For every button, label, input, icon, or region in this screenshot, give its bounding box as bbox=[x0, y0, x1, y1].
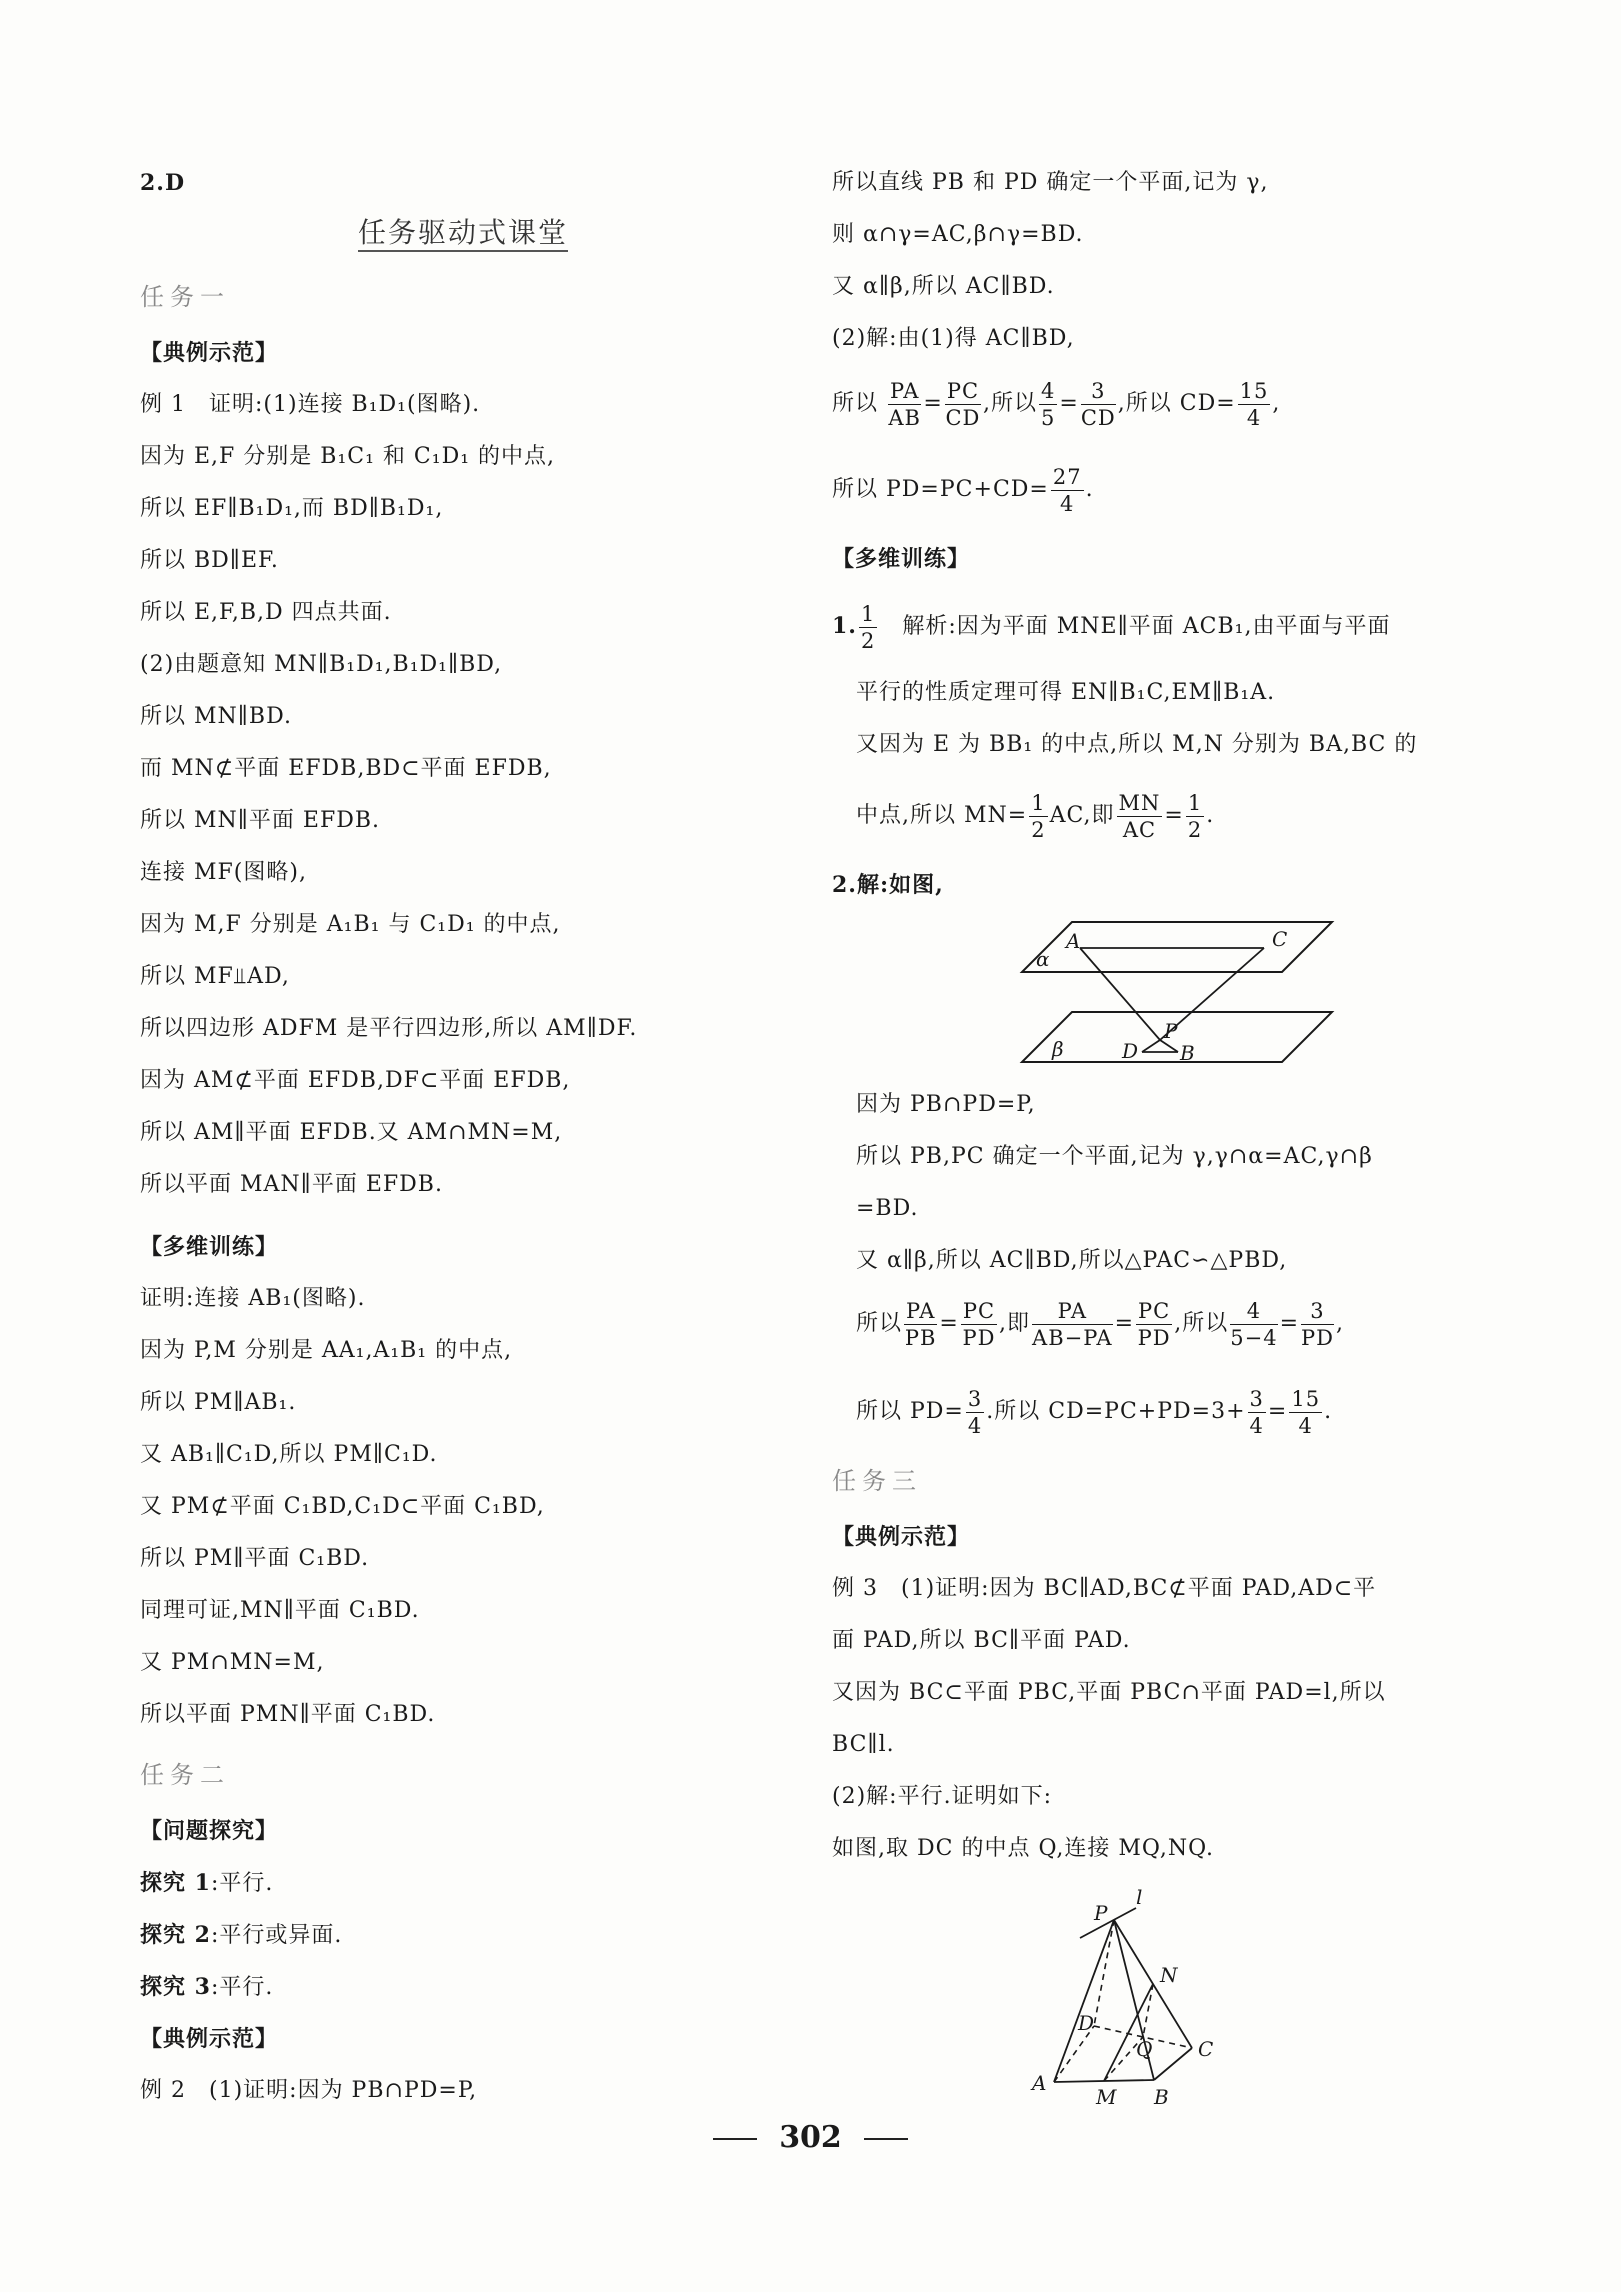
explore-header: 【问题探究】 bbox=[140, 1818, 279, 1844]
text-line: 又因为 E 为 BB₁ 的中点,所以 M,N 分别为 BA,BC 的 bbox=[856, 732, 1418, 757]
label-m: M bbox=[1096, 2085, 1117, 2109]
formula-line: 1. $\frac{1}{2}$ 解析:因为平面 MNE∥平面 ACB₁,由平面与平面 bbox=[832, 601, 1391, 653]
page-number: 302 bbox=[0, 2120, 1621, 2155]
text-line: =BD. bbox=[856, 1196, 919, 1221]
label-b: B bbox=[1154, 2085, 1169, 2109]
explore-item: 探究 1:平行. bbox=[140, 1870, 274, 1896]
text-line: 例 1 证明:(1)连接 B₁D₁(图略). bbox=[140, 392, 481, 417]
label-c: C bbox=[1272, 927, 1288, 951]
fraction: $\frac{15}{4}$ bbox=[1239, 378, 1269, 430]
explore-label: 探究 3 bbox=[140, 1974, 211, 2000]
text-line: 所以直线 PB 和 PD 确定一个平面,记为 γ, bbox=[832, 170, 1269, 195]
label-alpha: α bbox=[1036, 947, 1050, 971]
fraction: $\frac{3}{CD}$ bbox=[1080, 378, 1116, 430]
fraction: $\frac{3}{4}$ bbox=[1249, 1386, 1264, 1438]
fraction: $\frac{PC}{CD}$ bbox=[945, 378, 981, 430]
answer-2: 2.D bbox=[140, 170, 186, 196]
task-heading: 任务一 bbox=[140, 283, 230, 311]
text-line: 所以 E,F,B,D 四点共面. bbox=[140, 600, 392, 625]
page-number-dash-left bbox=[713, 2138, 757, 2140]
text-line: 所以 MF⫫AD, bbox=[140, 964, 290, 989]
edge-bc bbox=[1154, 2048, 1192, 2080]
label-b: B bbox=[1180, 1041, 1195, 1065]
text-line: 所以 PB,PC 确定一个平面,记为 γ,γ∩α=AC,γ∩β bbox=[856, 1144, 1373, 1169]
segment-pd bbox=[1142, 1040, 1160, 1052]
text-line: 又因为 BC⊂平面 PBC,平面 PBC∩平面 PAD=l,所以 bbox=[832, 1680, 1386, 1705]
text-line: 所以 EF∥B₁D₁,而 BD∥B₁D₁, bbox=[140, 496, 444, 521]
fraction: $\frac{27}{4}$ bbox=[1052, 464, 1082, 516]
example-header: 【典例示范】 bbox=[140, 340, 279, 366]
formula-line: 中点,所以 MN= $\frac{1}{2}$ AC,即 $\frac{MN}{AC}$ = $\frac{1}{2}$ . bbox=[856, 790, 1215, 842]
label-c: C bbox=[1198, 2037, 1214, 2061]
text-line: 所以平面 MAN∥平面 EFDB. bbox=[140, 1172, 443, 1197]
fraction: $\frac{MN}{AC}$ bbox=[1118, 790, 1161, 842]
edge-pd bbox=[1094, 1920, 1114, 2026]
formula-line: 所以 PD= $\frac{3}{4}$ .所以 CD=PC+PD=3+ $\frac{3}{4}$ = $\frac{15}{4}$ . bbox=[856, 1386, 1333, 1438]
example-header: 【典例示范】 bbox=[832, 1524, 971, 1550]
text-line: 因为 PB∩PD=P, bbox=[856, 1092, 1036, 1117]
label-n: N bbox=[1160, 1963, 1178, 1987]
explore-label: 探究 2 bbox=[140, 1922, 211, 1948]
text-line: 又 AB₁∥C₁D,所以 PM∥C₁D. bbox=[140, 1442, 438, 1467]
formula-line: 所以 $\frac{PA}{PB}$ = $\frac{PC}{PD}$ ,即 $\frac{PA}{AB-PA}$ = $\frac{PC}{PD}$ ,所以 $\frac{4}{5-4}$ = $\frac{3}{PD}$ , bbox=[856, 1298, 1344, 1350]
line-l bbox=[1080, 1908, 1136, 1938]
training-header: 【多维训练】 bbox=[140, 1234, 279, 1260]
text-line: 又 α∥β,所以 AC∥BD,所以△PAC∽△PBD, bbox=[856, 1248, 1288, 1273]
example-header: 【典例示范】 bbox=[140, 2026, 279, 2052]
fraction: $\frac{1}{2}$ bbox=[860, 601, 876, 653]
text-line: 所以四边形 ADFM 是平行四边形,所以 AM∥DF. bbox=[140, 1016, 638, 1041]
text-line: 又 α∥β,所以 AC∥BD. bbox=[832, 274, 1055, 299]
fraction: $\frac{PA}{PB}$ bbox=[904, 1298, 937, 1350]
fraction: $\frac{4}{5}$ bbox=[1041, 378, 1056, 430]
training-header: 【多维训练】 bbox=[832, 546, 971, 572]
text-line: 则 α∩γ=AC,β∩γ=BD. bbox=[832, 222, 1084, 247]
explore-item: 探究 3:平行. bbox=[140, 1974, 274, 2000]
label-p: P bbox=[1094, 1901, 1108, 1925]
text-line: 所以 BD∥EF. bbox=[140, 548, 279, 573]
text-line: 所以 AM∥平面 EFDB.又 AM∩MN=M, bbox=[140, 1120, 563, 1145]
label-a: A bbox=[1032, 2071, 1047, 2095]
text-line: (2)由题意知 MN∥B₁D₁,B₁D₁∥BD, bbox=[140, 652, 503, 677]
text-line: 所以 MN∥平面 EFDB. bbox=[140, 808, 381, 833]
text-line: 又 PM⊄平面 C₁BD,C₁D⊂平面 C₁BD, bbox=[140, 1494, 545, 1519]
text-line: 因为 P,M 分别是 AA₁,A₁B₁ 的中点, bbox=[140, 1338, 513, 1363]
label-a: A bbox=[1066, 929, 1081, 953]
label-d: D bbox=[1078, 2011, 1095, 2035]
task-heading: 任务三 bbox=[832, 1467, 922, 1495]
text-line: 因为 AM⊄平面 EFDB,DF⊂平面 EFDB, bbox=[140, 1068, 571, 1093]
explore-label: 探究 1 bbox=[140, 1870, 211, 1896]
page-number-dash-right bbox=[864, 2138, 908, 2140]
task-heading: 任务二 bbox=[140, 1761, 230, 1789]
text-line: (2)解:由(1)得 AC∥BD, bbox=[832, 326, 1075, 351]
fraction: $\frac{PC}{PD}$ bbox=[962, 1298, 996, 1350]
text-line: 所以平面 PMN∥平面 C₁BD. bbox=[140, 1702, 436, 1727]
fraction: $\frac{3}{4}$ bbox=[967, 1386, 983, 1438]
formula-line: 所以 PD=PC+CD= $\frac{27}{4}$ . bbox=[832, 464, 1094, 516]
segment-mn bbox=[1104, 1984, 1153, 2081]
label-l: l bbox=[1136, 1886, 1143, 1909]
text-line: 而 MN⊄平面 EFDB,BD⊂平面 EFDB, bbox=[140, 756, 552, 781]
question-2: 2.解:如图, bbox=[832, 872, 944, 898]
label-q: Q bbox=[1136, 2037, 1153, 2061]
pyramid-figure bbox=[1002, 1886, 1302, 2116]
text-line: 因为 M,F 分别是 A₁B₁ 与 C₁D₁ 的中点, bbox=[140, 912, 561, 937]
text-line: 例 3 (1)证明:因为 BC∥AD,BC⊄平面 PAD,AD⊂平 bbox=[832, 1576, 1377, 1601]
text-line: BC∥l. bbox=[832, 1732, 895, 1757]
text-line: 面 PAD,所以 BC∥平面 PAD. bbox=[832, 1628, 1131, 1653]
fraction: $\frac{3}{PD}$ bbox=[1301, 1298, 1334, 1350]
text-line: 连接 MF(图略), bbox=[140, 860, 307, 885]
section-title: 任务驱动式课堂 bbox=[358, 218, 568, 252]
label-d: D bbox=[1122, 1039, 1139, 1063]
text-line: 所以 PM∥平面 C₁BD. bbox=[140, 1546, 370, 1571]
edge-pa bbox=[1054, 1920, 1114, 2082]
text-line: 又 PM∩MN=M, bbox=[140, 1650, 325, 1675]
text-line: 平行的性质定理可得 EN∥B₁C,EM∥B₁A. bbox=[856, 680, 1276, 705]
label-p: P bbox=[1164, 1019, 1178, 1043]
formula-line: 所以 $\frac{PA}{AB}$ = $\frac{PC}{CD}$ ,所以 $\frac{4}{5}$ = $\frac{3}{CD}$ ,所以 CD= $\frac{15}{4}$ , bbox=[832, 378, 1281, 430]
segment-ap bbox=[1080, 948, 1160, 1040]
explore-item: 探究 2:平行或异面. bbox=[140, 1922, 343, 1948]
text-line: 例 2 (1)证明:因为 PB∩PD=P, bbox=[140, 2078, 478, 2103]
text-line: (2)解:平行.证明如下: bbox=[832, 1784, 1052, 1809]
text-line: 如图,取 DC 的中点 Q,连接 MQ,NQ. bbox=[832, 1836, 1215, 1861]
fraction: $\frac{PC}{PD}$ bbox=[1137, 1298, 1171, 1350]
text-line: 所以 MN∥BD. bbox=[140, 704, 292, 729]
fraction: $\frac{4}{5-4}$ bbox=[1230, 1298, 1278, 1350]
fraction: $\frac{1}{2}$ bbox=[1187, 790, 1203, 842]
parallel-planes-figure bbox=[1012, 912, 1342, 1072]
text-line: 证明:连接 AB₁(图略). bbox=[140, 1286, 366, 1311]
label-beta: β bbox=[1052, 1037, 1064, 1061]
text-line: 所以 PM∥AB₁. bbox=[140, 1390, 297, 1415]
fraction: $\frac{PA}{AB}$ bbox=[888, 378, 921, 430]
fraction: $\frac{1}{2}$ bbox=[1031, 790, 1046, 842]
fraction: $\frac{PA}{AB-PA}$ bbox=[1032, 1298, 1113, 1350]
text-line: 同理可证,MN∥平面 C₁BD. bbox=[140, 1598, 420, 1623]
fraction: $\frac{15}{4}$ bbox=[1291, 1386, 1321, 1438]
text-line: 因为 E,F 分别是 B₁C₁ 和 C₁D₁ 的中点, bbox=[140, 444, 556, 469]
